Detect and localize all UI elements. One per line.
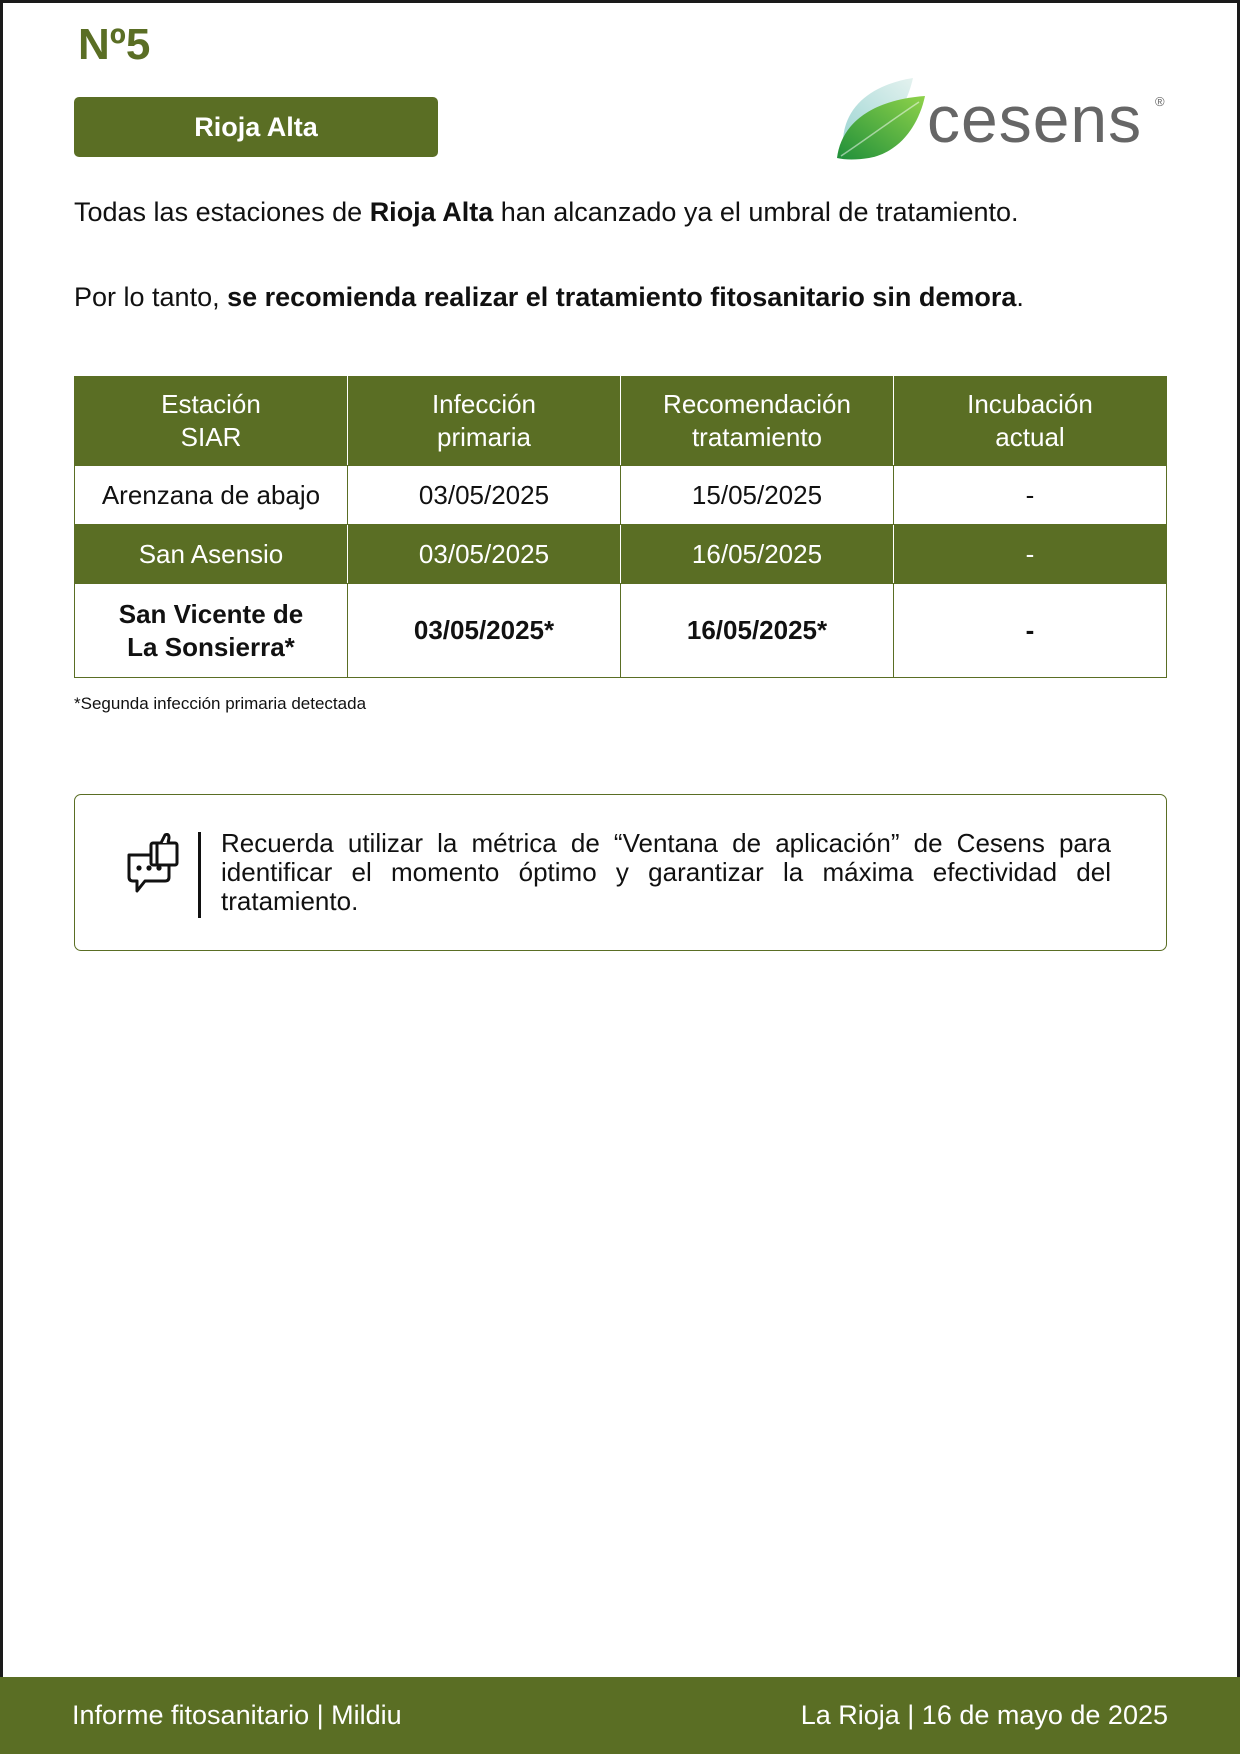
region-badge: Rioja Alta <box>74 97 438 157</box>
leaf-icon <box>835 74 927 164</box>
intro-text-after: han alcanzado ya el umbral de tratamiento. <box>493 197 1019 227</box>
recommendation-text-before: Por lo tanto, <box>74 282 228 312</box>
cell-infection: 03/05/2025 <box>348 466 621 525</box>
recommendation-text-after: . <box>1016 282 1024 312</box>
cell-treatment: 16/05/2025 <box>621 525 894 584</box>
thumbs-up-chat-icon <box>125 833 181 895</box>
table-footnote: *Segunda infección primaria detectada <box>74 694 367 713</box>
cell-treatment: 16/05/2025* <box>621 584 894 678</box>
intro-paragraph <box>74 192 1174 232</box>
cell-station: San Vicente de La Sonsierra* <box>75 584 348 678</box>
cell-infection: 03/05/2025* <box>348 584 621 678</box>
table-header-row <box>75 377 1167 466</box>
cell-infection: 03/05/2025 <box>348 525 621 584</box>
table-row <box>75 584 1167 678</box>
footer-bar <box>0 1677 1240 1754</box>
footer-location-date: La Rioja | 16 de mayo de 2025 <box>800 1700 1168 1730</box>
column-header-treatment: Recomendación tratamiento <box>621 377 894 466</box>
tip-box <box>74 794 1167 951</box>
cell-incubation: - <box>894 466 1167 525</box>
tip-text: Recuerda utilizar la métrica de “Ventana de aplicación” de Cesens para identificar el momento óptimo y garantizar la máxima efectividad del tratamiento. <box>221 828 1111 916</box>
cell-station: Arenzana de abajo <box>75 466 348 525</box>
issue-number: Nº5 <box>78 20 151 69</box>
cell-station: San Asensio <box>75 525 348 584</box>
recommendation-bold: se recomienda realizar el tratamiento fitosanitario sin demora <box>227 282 1017 312</box>
cell-incubation: - <box>894 525 1167 584</box>
intro-text-before: Todas las estaciones de <box>74 197 370 227</box>
cell-incubation: - <box>894 584 1167 678</box>
stations-table <box>74 376 1167 678</box>
recommendation-paragraph <box>74 277 1174 317</box>
column-header-incubation: Incubación actual <box>894 377 1167 466</box>
table-row <box>75 525 1167 584</box>
cesens-logo <box>835 74 1170 164</box>
registered-mark: ® <box>1155 94 1165 109</box>
table-row <box>75 466 1167 525</box>
footer-report-title: Informe fitosanitario | Mildiu <box>72 1700 402 1730</box>
column-header-infection: Infección primaria <box>348 377 621 466</box>
cell-treatment: 15/05/2025 <box>621 466 894 525</box>
column-header-station: Estación SIAR <box>75 377 348 466</box>
tip-divider <box>198 832 201 918</box>
intro-region: Rioja Alta <box>369 197 494 227</box>
logo-wordmark: cesens <box>927 82 1143 156</box>
